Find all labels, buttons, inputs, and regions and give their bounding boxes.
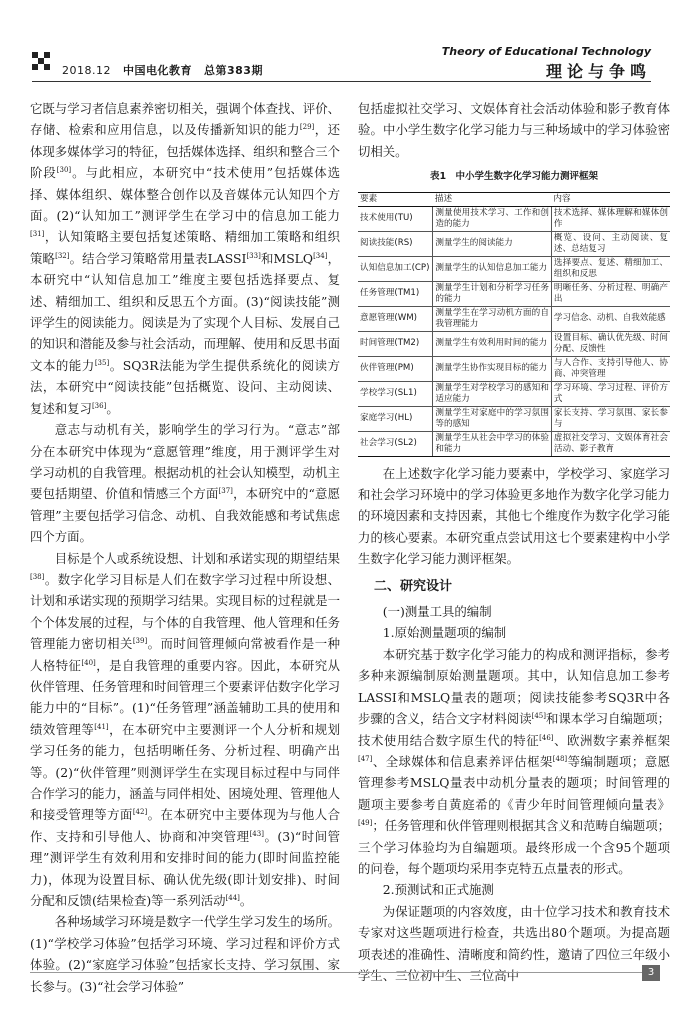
right-column: [358, 98, 670, 986]
section-title: 理论与争鸣: [545, 62, 651, 81]
table-row: [358, 356, 670, 381]
subsection-heading: 1.原始测量题项的编制: [382, 625, 507, 641]
table-header-cell: 描述: [433, 192, 552, 206]
table-cell: 测量学生的阅读能力: [433, 231, 552, 256]
table-cell: 认知信息加工(CP): [358, 256, 433, 281]
table-cell: 伙伴管理(PM): [358, 356, 433, 381]
table-row: [358, 331, 670, 356]
table-cell: 测量学生有效利用时间的能力: [433, 331, 552, 356]
table-cell: 选择要点、复述、精细加工、组织和反思: [551, 256, 670, 281]
table-cell: 测量学生从社会中学习的体验和能力: [433, 431, 552, 456]
table-cell: 测量学生对学校学习的感知和适应能力: [433, 381, 552, 406]
table-header-cell: 内容: [551, 192, 670, 206]
table-cell: 学习环境、学习过程、评价方式: [551, 381, 670, 406]
subsection-heading: 2.预测试和正式施测: [382, 882, 494, 898]
table-cell: 测量学生协作实现目标的能力: [433, 356, 552, 381]
table-cell: 与人合作、支持引导他人、协商、冲突管理: [551, 356, 670, 381]
table-row: [358, 206, 670, 231]
page-header: [0, 0, 695, 90]
journal-section: [442, 45, 651, 82]
paragraph: 各种场域学习环境是数字一代学生学习发生的场所。(1)“学校学习体验”包括学习环境、学习过程和评价方式体验。(2)“家庭学习体验”包括家长支持、学习氛围、家长参与。(3)“社会学习体验”: [30, 914, 340, 994]
table-cell: 时间管理(TM2): [358, 331, 433, 356]
table-cell: 阅读技能(RS): [358, 231, 433, 256]
paragraph: 目标是个人或系统设想、计划和承诺实现的期望结果[38]。数字化学习目标是人们在数字学习过程中所设想、计划和承诺实现的预期学习结果。实现目标的过程就是一个个体发展的过程，与个体的自我管理、他人管理和任务管理能力密切相关[39]。而时间管理倾向常被看作是一种人格特征[40]，是自我管理的重要内容。因此，本研究从伙伴管理、任务管理和时间管理三个要素评估数字化学习能力中的“目标”。(1)“任务管理”涵盖辅助工具的使用和绩效管理等[41]，在本研究中主要测评一个人分析和规划学习任务的能力，包括明晰任务、分析过程、明确产出等。(2)“伙伴管理”则测评学生在实现目标过程中与同伴合作学习的能力，涵盖与同伴相处、困境处理、管理他人和接受管理等方面[42]。在本研究中主要体现为与他人合作、支持和引导他人、协商和冲突管理[43]。(3)“时间管理”测评学生有效利用和安排时间的能力(即时间监控能力)，体现为设置目标、确认优先级(即计划安排)、时间分配和反馈(结果检查)等一系列活动[44]。: [30, 550, 341, 909]
table-cell: 测量学生的认知信息加工能力: [433, 256, 552, 281]
table-row: [358, 256, 670, 281]
table-cell: 测量学生对家庭中的学习氛围等的感知: [433, 406, 552, 431]
table-cell: 学校学习(SL1): [358, 381, 433, 406]
page-number: 3: [642, 965, 660, 981]
table-cell: 家庭学习(HL): [358, 406, 433, 431]
paragraph: 意志与动机有关，影响学生的学习行为。“意志”部分在本研究中体现为“意愿管理”维度，用于测评学生对学习动机的自我管理。根据动机的社会认知模型，动机主要包括期望、价值和情感三个方面[37]，本研究中的“意愿管理”主要包括学习信念、动机、自我效能感和考试焦虑四个方面。: [30, 422, 340, 545]
table-cell: 概览、设问、主动阅读、复述、总结复习: [551, 231, 670, 256]
table-cell: 测量学生计划和分析学习任务的能力: [433, 281, 552, 306]
table-cell: 测量使用技术学习、工作和创造的能力: [433, 206, 552, 231]
subsection-heading: (一)测量工具的编制: [382, 604, 492, 620]
table-cell: 技术使用(TU): [358, 206, 433, 231]
table-cell: 虚拟社交学习、文娱体育社会活动、影子教育: [551, 431, 670, 456]
table-cell: 测量学生在学习动机方面的自我管理能力: [433, 306, 552, 331]
framework-table: [358, 192, 670, 457]
table-cell: 意愿管理(WM): [358, 306, 433, 331]
english-title: Theory of Educational Technology: [441, 45, 651, 58]
table-row: [358, 406, 670, 431]
table-row: [358, 231, 670, 256]
table-row: [358, 281, 670, 306]
issue-info: [62, 62, 263, 78]
journal-name: 中国电化教育: [123, 64, 192, 77]
table-row: [358, 381, 670, 406]
paragraph: 它既与学习者信息素养密切相关，强调个体查找、评价、存储、检索和应用信息，以及传播新知识的能力[29]，还体现多媒体学习的特征，包括媒体选择、组织和整合三个阶段[30]。与此相应，本研究中“技术使用”包括媒体选择、媒体组织、媒体整合创作以及音媒体元认知四个方面。(2)“认知加工”测评学生在学习中的信息加工能力[31]，认知策略主要包括复述策略、精细加工策略和组织策略[32]。结合学习策略常用量表LASSI[33]和MSLQ[34]，本研究中“认知信息加工”维度主要包括选择要点、复述、精细加工、组织和反思五个方面。(3)“阅读技能”测评学生的阅读能力。阅读是为了实现个人目标、发展自己的知识和潜能及参与社会活动，而理解、使用和反思书面文本的能力[35]。SQ3R法能为学生提供系统化的阅读方法，本研究中“阅读技能”包括概览、设问、主动阅读、复述和复习[36]。: [30, 101, 341, 416]
table-cell: 明晰任务、分析过程、明确产出: [551, 281, 670, 306]
table-cell: 学习信念、动机、自我效能感: [551, 306, 670, 331]
table-cell: 社会学习(SL2): [358, 431, 433, 456]
issue-date: 2018.12: [62, 64, 111, 77]
section-heading: 二、研究设计: [374, 578, 453, 594]
header-rule: [32, 81, 651, 82]
footer-rule: [30, 972, 660, 973]
table-row: [358, 306, 670, 331]
left-column: [30, 98, 340, 997]
table-caption: 表1 中小学生数字化学习能力测评框架: [429, 171, 599, 183]
table-cell: 技术选择、媒体理解和媒体创作: [551, 206, 670, 231]
table-cell: 任务管理(TM1): [358, 281, 433, 306]
paragraph: 本研究基于数字化学习能力的构成和测评指标，参考多种来源编制原始测量题项。其中，认知信息加工参考LASSI和MSLQ量表的题项；阅读技能参考SQ3R中各步骤的含义，结合文字材料阅读[45]和课本学习自编题项；技术使用结合数字原生代的特征[46]、欧洲数字素养框架[47]、全球媒体和信息素养评估框架[48]等编制题项；意愿管理参考MSLQ量表中动机分量表的题项；时间管理的题项主要参考自黄庭希的《青少年时间管理倾向量表》[49]；任务管理和伙伴管理则根据其含义和范畴自编题项；三个学习体验均为自编题项。最终形成一个含95个题项的问卷，每个题项均采用李克特五点量表的形式。: [358, 646, 671, 876]
table-header-cell: 要素: [358, 192, 433, 206]
table-header-row: [358, 192, 670, 206]
table-body: [358, 206, 670, 456]
paragraph: 包括虚拟社交学习、文娱体育社会活动体验和影子教育体验。中小学生数字化学习能力与三种场域中的学习体验密切相关。: [358, 101, 670, 159]
checker-logo-icon: [32, 52, 52, 72]
paragraph: 为保证题项的内容效度，由十位学习技术和教育技术专家对这些题项进行检查，共选出80个题项。为提高题项表述的准确性、清晰度和简约性，邀请了四位三年级小学生、三位初中生、三位高中: [358, 903, 670, 983]
table-cell: 家长支持、学习氛围、家长参与: [551, 406, 670, 431]
paragraph: 在上述数字化学习能力要素中，学校学习、家庭学习和社会学习环境中的学习体验更多地作为数字化学习能力的环境因素和支持因素，其他七个维度作为数字化学习能力的核心要素。本研究重点尝试用这七个要素建构中小学生数字化学习能力测评框架。: [358, 465, 670, 567]
table-row: [358, 431, 670, 456]
total-issue: 总第383期: [204, 64, 263, 77]
table-cell: 设置目标、确认优先级、时间分配、反馈性: [551, 331, 670, 356]
